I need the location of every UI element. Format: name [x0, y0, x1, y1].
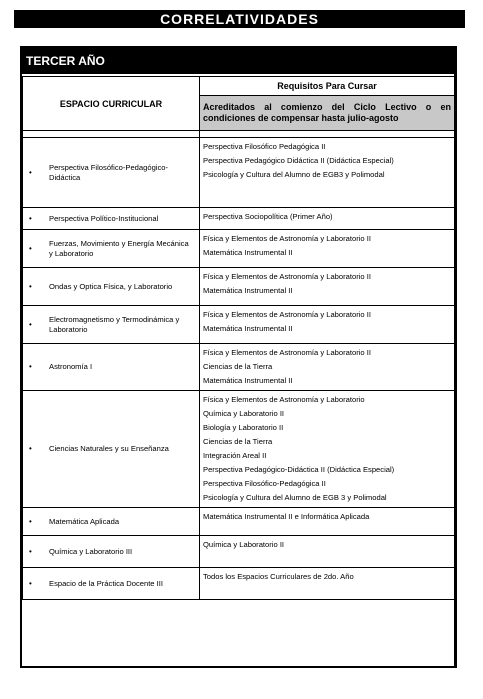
subject-cell	[23, 306, 200, 344]
requirements-cell	[200, 568, 455, 600]
subject-label: Ondas y Optica Física, y Laboratorio	[49, 281, 173, 291]
requirement-item: Matemática Instrumental II e Informática Aplicada	[203, 512, 370, 521]
bullet-icon: •	[29, 243, 32, 253]
spacer-row	[23, 131, 455, 138]
year-heading: TERCER AÑO	[22, 48, 454, 74]
table-row	[23, 508, 455, 536]
bullet-icon: •	[29, 362, 32, 371]
subject-label: Astronomía I	[49, 362, 93, 371]
table-row	[23, 306, 455, 344]
page-title: CORRELATIVIDADES	[14, 10, 465, 28]
subject-cell	[23, 344, 200, 391]
subject-label: Electromagnetismo y Termodinámica y Laboratorio	[49, 314, 180, 334]
subject-label: Perspectiva Político-Institucional	[49, 213, 159, 223]
requirement-item: Matemática Instrumental II	[203, 376, 293, 385]
table-row	[23, 568, 455, 600]
requirement-item: Perspectiva Filosófico Pedagógica II	[203, 142, 326, 151]
subject-cell	[23, 391, 200, 508]
subject-label: Fuerzas, Movimiento y Energía Mecánica y Laboratorio	[49, 238, 189, 258]
requirement-item: Integración Areal II	[203, 451, 267, 460]
requirements-cell	[200, 391, 455, 508]
bullet-icon: •	[29, 516, 32, 526]
table-row	[23, 230, 455, 268]
requirement-item: Psicología y Cultura del Alumno de EGB 3 y Polimodal	[203, 493, 387, 502]
table-row	[23, 138, 455, 208]
requirement-item: Perspectiva Filosófico-Pedagógica II	[203, 479, 326, 488]
header-requisitos: Requisitos Para Cursar	[200, 77, 455, 96]
subject-label: Ciencias Naturales y su Enseñanza	[49, 444, 169, 453]
bullet-icon: •	[29, 578, 32, 588]
requirements-cell	[200, 208, 455, 230]
requirement-item: Matemática Instrumental II	[203, 324, 293, 333]
subject-cell	[23, 138, 200, 208]
requirements-cell	[200, 508, 455, 536]
requirements-cell	[200, 268, 455, 306]
subject-cell	[23, 230, 200, 268]
bullet-icon: •	[29, 546, 32, 556]
subject-label: Perspectiva Filosófico-Pedagógico-Didáctica	[49, 162, 169, 182]
requirement-item: Química y Laboratorio II	[203, 409, 285, 418]
requirement-item: Perspectiva Pedagógico-Didáctica II (Didáctica Especial)	[203, 465, 395, 474]
requirement-item: Perspectiva Sociopolítica (Primer Año)	[203, 212, 333, 221]
bullet-icon: •	[29, 167, 32, 177]
requirement-item: Física y Elementos de Astronomía y Laboratorio II	[203, 310, 371, 319]
table-row	[23, 344, 455, 391]
requirement-item: Física y Elementos de Astronomía y Laboratorio	[203, 395, 365, 404]
requirement-item: Química y Laboratorio II	[203, 540, 285, 549]
bullet-icon: •	[29, 281, 32, 291]
table-row	[23, 536, 455, 568]
requirements-cell	[200, 138, 455, 208]
subject-cell	[23, 568, 200, 600]
requirement-item: Ciencias de la Tierra	[203, 437, 273, 446]
bullet-icon: •	[29, 213, 32, 223]
table-row	[23, 268, 455, 306]
correlatividades-table	[22, 76, 455, 600]
requirements-cell	[200, 306, 455, 344]
bullet-icon: •	[29, 444, 32, 453]
subject-label: Matemática Aplicada	[49, 516, 120, 526]
subject-label: Química y Laboratorio III	[49, 546, 133, 556]
requirements-cell	[200, 230, 455, 268]
subject-cell	[23, 508, 200, 536]
subject-cell	[23, 536, 200, 568]
bullet-icon: •	[29, 319, 32, 329]
requirements-cell	[200, 536, 455, 568]
requirement-item: Perspectiva Pedagógico Didáctica II (Didáctica Especial)	[203, 156, 394, 165]
header-espacio-curricular: ESPACIO CURRICULAR	[23, 77, 200, 131]
correlatividades-table-frame	[20, 46, 457, 668]
requirement-item: Ciencias de la Tierra	[203, 362, 273, 371]
table-row	[23, 391, 455, 508]
header-acreditados: Acreditados al comienzo del Ciclo Lectivo o en condiciones de compensar hasta julio-agosto	[200, 96, 455, 131]
requirement-item: Matemática Instrumental II	[203, 248, 293, 257]
requirement-item: Física y Elementos de Astronomía y Laboratorio II	[203, 272, 371, 281]
subject-label: Espacio de la Práctica Docente III	[49, 578, 163, 588]
table-row	[23, 208, 455, 230]
subject-cell	[23, 268, 200, 306]
header-row	[23, 77, 455, 96]
requirement-item: Matemática Instrumental II	[203, 286, 293, 295]
requirement-item: Psicología y Cultura del Alumno de EGB3 y Polimodal	[203, 170, 385, 179]
requirement-item: Todos los Espacios Curriculares de 2do. Año	[203, 572, 354, 581]
requirement-item: Física y Elementos de Astronomía y Laboratorio II	[203, 234, 371, 243]
requirement-item: Física y Elementos de Astronomía y Laboratorio II	[203, 348, 371, 357]
requirements-cell	[200, 344, 455, 391]
requirement-item: Biología y Laboratorio II	[203, 423, 284, 432]
subject-cell	[23, 208, 200, 230]
